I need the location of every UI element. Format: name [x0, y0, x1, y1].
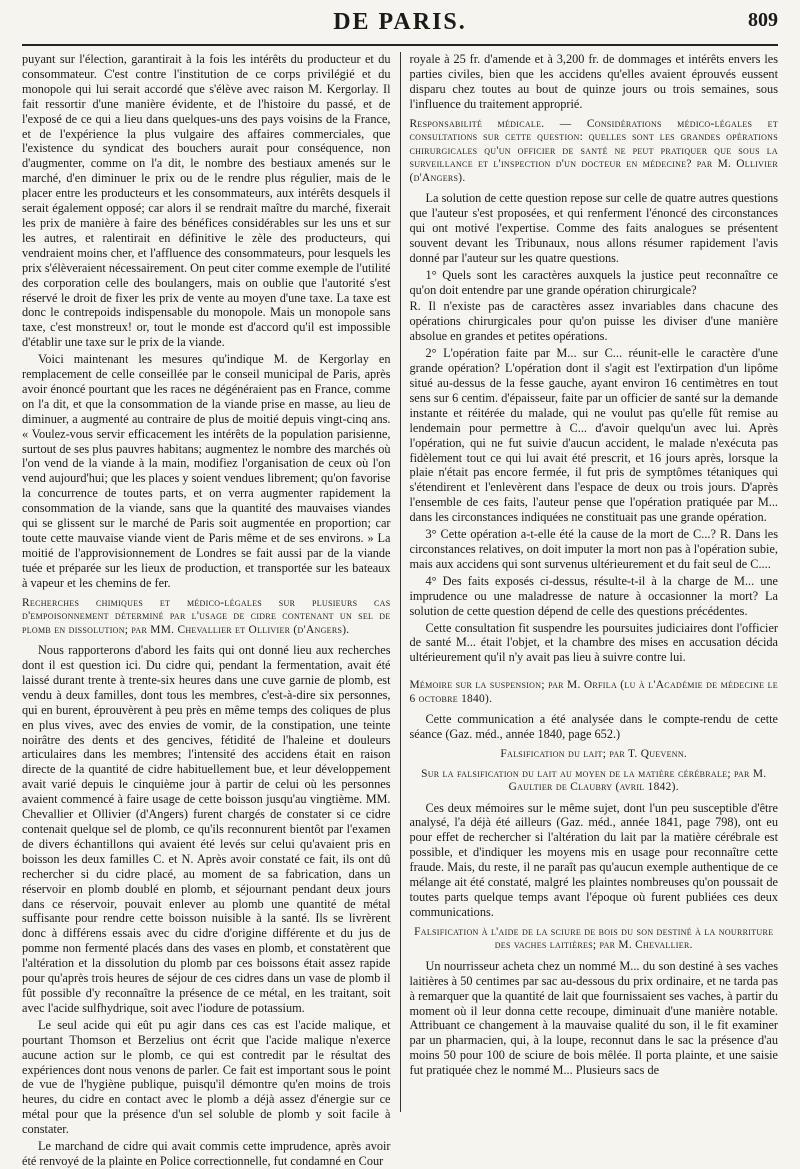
paragraph: Cette communication a été analysée dans le compte-rendu de cette séance (Gaz. méd., année 1840, page 652.): [409, 712, 778, 742]
paragraph: royale à 25 fr. d'amende et à 3,200 fr. de dommages et intérêts envers les parties civiles, bien que les accidens qu'elles avaient éprouvés eussent disparu chez toutes au bout de quinze jours ou trois semaines, sous l'influence du traitement approprié.: [409, 52, 778, 111]
paragraph: Cette consultation fit suspendre les poursuites judiciaires dont l'officier de santé M... était l'objet, et la chambre des mises en accusation décida ultérieurement qu'il n'y avait pas lieu à suivre contre lui.: [409, 620, 778, 665]
paragraph: 1° Quels sont les caractères auxquels la justice peut reconnaître ce qu'on doit entendre par une grande opération chirurgicale?: [409, 267, 778, 297]
paragraph: Ces deux mémoires sur le même sujet, dont l'un peu susceptible d'être analysé, l'a déjà été ailleurs (Gaz. méd., année 1841, page 798), ont eu pour effet de rechercher si l'altération du lait par la matière cérébrale est possible, et d'indiquer les moyens mis en usage pour reconnaître cette fraude. Mais, du reste, il ne paraît pas qu'aucun exemple authentique de ce mélange ait été constaté, malgré les plaintes nombreuses qu'on poussait de toutes parts quelque temps avant l'époque où furent publiées ces deux communications.: [409, 800, 778, 919]
right-column: [400, 52, 778, 1112]
page-header: [22, 0, 778, 46]
paragraph: La solution de cette question repose sur celle de quatre autres questions que l'auteur s'est proposées, et qui renferment l'énoncé des circonstances qui ont motivé l'expertise. Comme des faits analogues se présentent souvent devant les Tribunaux, nous allons résumer rapidement l'avis donné par l'auteur sur les quatre questions.: [409, 191, 778, 265]
section-heading: Recherches chimiques et médico-légales sur plusieurs cas d'empoisonnement déterminé par l'usage de cidre contenant un sel de plomb en dissolution; par MM. Chevallier et Ollivier (d'Angers).: [22, 596, 391, 636]
running-title: DE PARIS.: [333, 8, 467, 35]
paragraph: puyant sur l'élection, garantirait à la fois les intérêts du producteur et du consommateur. C'est contre l'institution de ce corps privilégié et du monopole qui lui serait accordé que s'élève avec raison M. Kergorlay. Il fait ressortir d'une manière évidente, et de l'histoire du passé, et de l'exposé de ce qui a lieu dans quelques-uns des pays voisins de la France, et de l'expérience la plus vulgaire des affaires commerciales, que l'existence du syndicat des bouchers aurait pour conséquence, non d'augmenter, comme on l'a dit, le nombre des bestiaux amenés sur le marché, d'en diminuer le prix ou de le rendre plus régulier, mais de le placer entre les producteurs et les consommateurs, aux intérêts desquels il serait également opposé; car alors il se rendrait maître du marché, fixerait les prix de manière à faire des bénéfices considérables sur les uns et sur les autres, et ralentirait en définitive le zèle des producteurs, qui vendraient moins cher, et l'affluence des consommateurs, pour lesquels les prix s'élèveraient nécessairement. On peut citer comme exemple de l'utilité des corporation celle des boulangers, mais on oublie que l'autorité s'est réservé le droit de fixer les prix de vente au moyen d'une taxe. La taxe est donc le contrepoids indispensable du monopole. Mais un monopole sans taxe, c'est monstreux! or, tout le monde est d'accord qu'il est impossible d'établir une taxe sur le prix de la viande.: [22, 52, 391, 350]
paragraph: Le marchand de cidre qui avait commis cette imprudence, après avoir été renvoyé de la plainte en Police correctionnelle, fut condamné en Cour: [22, 1139, 391, 1168]
section-heading: Falsification à l'aide de la sciure de bois du son destiné à la nourriture des vaches laitières; par M. Chevallier.: [414, 925, 774, 952]
page-number: 809: [748, 9, 778, 31]
section-heading: Falsification du lait; par T. Quevenn.: [500, 748, 688, 761]
paragraph: Un nourrisseur acheta chez un nommé M... du son destiné à ses vaches laitières à 50 centimes par sac au-dessous du prix ordinaire, et ne tarda pas à remarquer que la quantité de lait que fournissaient ses vaches, à partir du moment où il leur donna cette recoupe, diminuait d'une manière notable. Attribuant ce changement à la mauvaise qualité du son, il le fit examiner par un pharmacien, qui, à la loupe, reconnut dans le sac la présence d'au moins 50 pour 100 de sciure de bois mêlée. Il porta plainte, et une saisie fut pratiquée chez le nommé M... Plusieurs sacs de: [409, 958, 778, 1078]
paragraph: Voici maintenant les mesures qu'indique M. de Kergorlay en remplacement de celle conseillée par le conseil municipal de Paris, après avoir énoncé pourtant que les races ne dégénéraient pas en France, comme on l'a dit, et que la consommation de la viande prise en masse, au lieu de diminuer, a augmenté au contraire de plus de moitié depuis vingt-cinq ans. « Voulez-vous servir efficacement les intérêts de la population parisienne, surtout de ses plus pauvres habitans; augmentez le nombre des marchés où l'on vend de la viande à la main, modifiez l'organisation de ceux où l'on vend aujourd'hui; que les places y soient vendues librement; qu'on favorise la concurrence de toutes parts, et on verra augmenter rapidement la consommation de la viande, sans que la quantité des mauvaises viandes qui se glissent sur le marché de Paris soit augmentée en proportion; car toute cette mauvaise viande vient de Paris même et de ses environs. » La moitié de l'approvisionnement de Londres se fait aussi par de la viande tuée et préparée sur les lieux de production, et transportée sur les bateaux à vapeur et les chemins de fer.: [22, 352, 391, 590]
paragraph: Nous rapporterons d'abord les faits qui ont donné lieu aux recherches dont il est question ici. Du cidre qui, pendant la fermentation, avait été laissé durant trente à trente-six heures dans une cuve garnie de plomb, est vendu à deux familles, dont tous les membres, c'est-à-dire six personnes, qui en burent, éprouvèrent à peu près en même temps des coliques de plus en plus vives, avec des envies de vomir, de la constipation, une teinte noirâtre des dents et des gencives, fétidité de l'haleine et douleurs articulaires dans les membres; l'intensité des accidens était en raison directe de la quantité de cidre habituellement bue, et leur développement avait varié depuis le cinquième jour à partir de celui où les personnes avaient commencé à faire usage de cette boisson jusqu'au vingtième. MM. Chevallier et Ollivier (d'Angers) furent chargés de constater si ce cidre contenait quelque sel de plomb, ce qu'ils reconnurent bientôt par l'examen de divers échantillons qui avaient été levés sur celui qu'avaient pris en boisson les deux familles C. et N. Après avoir constaté ce fait, ils ont dû rechercher si du cidre placé, au moment de sa fabrication, dans un réservoir en plomb doublé en plomb, et séjournant pendant deux jours dans ce réservoir, pouvait enlever au plomb une quantité de métal suffisante pour rendre cette boisson nuisible à la santé. Ils se livrèrent donc à différens essais avec du cidre d'origine différente et du jus de pomme non fermenté placés dans des vases en plomb, et constatèrent que l'altération et la dissolution du plomb par ces boissons était assez rapide pour qu'après trois heures de séjour de ces cidres dans un vase de plomb il fût possible d'y reconnaître la présence de ce métal, en les traitant, soit avec l'acide sulfhydrique, soit avec l'iodure de potassium.: [22, 643, 391, 1015]
paragraph: 2° L'opération faite par M... sur C... réunit-elle le caractère d'une grande opération? L'opération dont il s'agit est l'extirpation d'un lipôme situé au-dessus de la fesse gauche, ayant environ 16 centimètres en tout sens sur 6 centim. d'épaisseur, faite par un officier de santé sur la demande instante et réitérée du malade, qui ne voulut pas qu'elle fût remise au lendemain pour permettre à C... d'avoir quelqu'un avec lui. Après l'opération, qui ne fut suivie d'aucun accident, le malade n'exécuta pas fidèlement tout ce qui lui avait été prescrit, et 16 jours après, lorsque la plaie n'était pas encore fermée, il fut pris de symptômes tétaniques qui s'étendirent et l'enlevèrent dans l'espace de deux ou trois jours. D'après l'ensemble de ces faits, l'auteur pense que l'opération pratiquée par M... dans les circonstances indiquées ne constituait pas une grande opération.: [409, 346, 778, 525]
left-column: [22, 52, 400, 1168]
text-columns: [22, 52, 778, 1168]
section-heading: Mémoire sur la suspension; par M. Orfila (lu à l'Académie de médecine le 6 octobre 1840).: [409, 679, 778, 705]
paragraph: R. Il n'existe pas de caractères assez invariables dans chacune des opérations chirurgicales pour qu'on puisse les diviser d'une manière absolue en grandes et petites opérations.: [409, 299, 778, 344]
paragraph: Le seul acide qui eût pu agir dans ces cas est l'acide malique, et pourtant Thomson et Berzelius ont écrit que l'acide malique n'exerce aucune action sur le plomb, ce qui est contredit par le résultat des expériences dont nous venons de parler. Ce fait est important sous le point de vue de l'hygiène publique, puisqu'il démontre qu'en moins de trois heures, du cidre en contact avec le plomb a déjà assez d'énergie sur ce métal pour que la présence d'un sel soluble de plomb y soit facile à constater.: [22, 1017, 391, 1137]
paragraph: 4° Des faits exposés ci-dessus, résulte-t-il à la charge de M... une imprudence ou une maladresse de nature à occasionner la mort? La solution de cette question dépend de celle des questions précédentes.: [409, 573, 778, 618]
paragraph: 3° Cette opération a-t-elle été la cause de la mort de C...? R. Dans les circonstances relatives, on doit imputer la mort non pas à l'opération subie, mais aux accidens qui sont survenus ultérieurement et du fait seul de C....: [409, 527, 778, 571]
section-heading: Responsabilité médicale. — Considérations médico-légales et consultations sur cette question: quelles sont les grandes opérations chirurgicales qu'un officier de santé ne peut pratiquer que sous la surveillance et l'inspection d'un docteur en médecine? par M. Ollivier (d'Angers).: [409, 117, 778, 184]
section-heading: Sur la falsification du lait au moyen de la matière cérébrale; par M. Gaultier de Claubry (avril 1842).: [421, 767, 767, 794]
